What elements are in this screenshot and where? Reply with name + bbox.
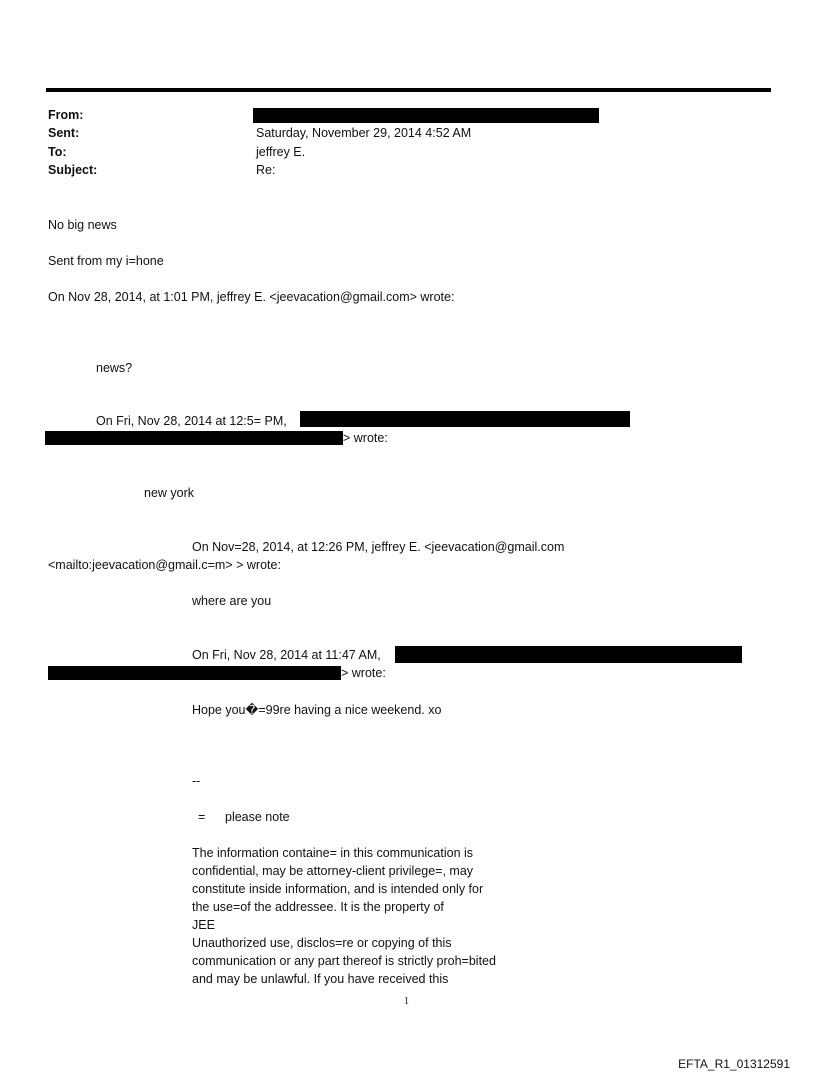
disclaimer-line-3: constitute inside information, and is intended only for	[192, 882, 484, 896]
quote-4-mailto: <mailto:jeevacation@gmail.c=m> > wrote:	[48, 558, 281, 572]
quote-2-wrote: > wrote:	[343, 431, 388, 445]
signature-separator: --	[192, 774, 201, 788]
body-line-1: No big news	[48, 218, 117, 232]
quote-4-header: On Nov=28, 2014, at 12:26 PM, jeffrey E. <jeevacation@gmail.com	[192, 540, 565, 554]
sender-redaction-1	[300, 411, 630, 427]
note-bullet: =	[198, 810, 206, 824]
bates-number: EFTA_R1_01312591	[678, 1057, 790, 1071]
quote-7: Hope you�=99re having a nice weekend. xo	[192, 703, 442, 717]
email-redaction-1	[45, 431, 343, 445]
quote-2-header: On Fri, Nov 28, 2014 at 12:5= PM,	[96, 414, 287, 428]
note-heading: please note	[225, 810, 290, 824]
page-number: 1	[404, 996, 409, 1007]
disclaimer-line-8: and may be unlawful. If you have received this	[192, 972, 449, 986]
quote-6-wrote: > wrote:	[341, 666, 386, 680]
disclaimer-line-6: Unauthorized use, disclos=re or copying of this	[192, 936, 452, 950]
disclaimer-line-7: communication or any part thereof is strictly proh=bited	[192, 954, 496, 968]
header-rule	[46, 88, 771, 92]
disclaimer-line-5: JEE	[192, 918, 215, 932]
sent-label: Sent:	[48, 126, 80, 140]
disclaimer-line-2: confidential, may be attorney-client privilege=, may	[192, 864, 474, 878]
quote-3: new york	[144, 486, 195, 500]
email-redaction-2	[48, 666, 341, 680]
quote-1: news?	[96, 361, 133, 375]
quote-6-header: On Fri, Nov 28, 2014 at 11:47 AM,	[192, 648, 381, 662]
subject-label: Subject:	[48, 163, 98, 177]
sender-redaction-2	[395, 646, 742, 663]
from-redaction	[253, 108, 599, 123]
body-line-3: On Nov 28, 2014, at 1:01 PM, jeffrey E. <jeevacation@gmail.com> wrote:	[48, 290, 455, 304]
quote-5: where are you	[192, 594, 272, 608]
sent-value: Saturday, November 29, 2014 4:52 AM	[256, 126, 472, 140]
disclaimer-line-1: The information containe= in this communication is	[192, 846, 474, 860]
disclaimer-line-4: the use=of the addressee. It is the property of	[192, 900, 444, 914]
to-label: To:	[48, 145, 67, 159]
subject-value: Re:	[256, 163, 276, 177]
to-value: jeffrey E.	[256, 145, 306, 159]
from-label: From:	[48, 108, 84, 122]
body-line-2: Sent from my i=hone	[48, 254, 164, 268]
